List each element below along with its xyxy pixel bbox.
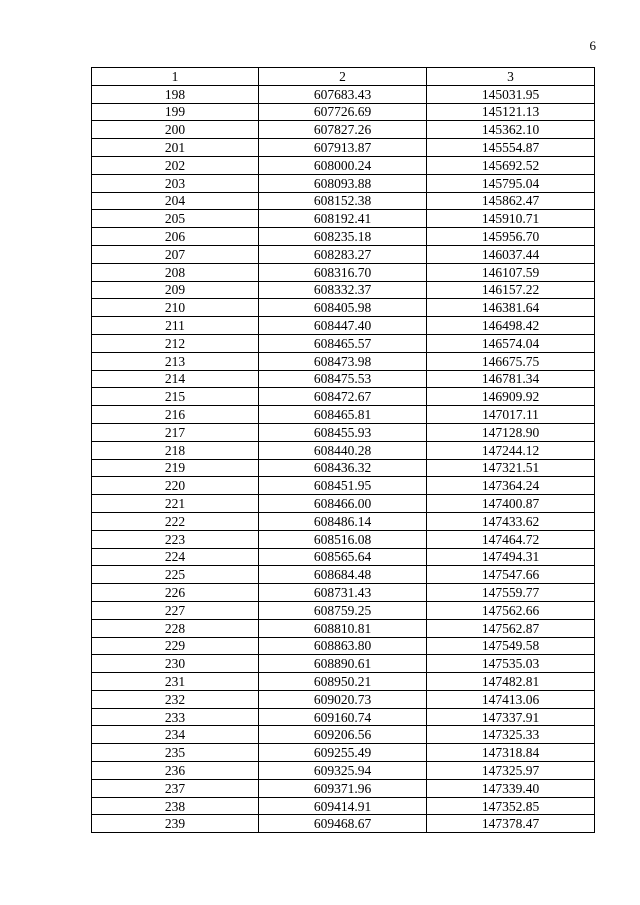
cell-x-coordinate: 609414.91 xyxy=(259,797,427,815)
cell-x-coordinate: 609325.94 xyxy=(259,762,427,780)
table-row xyxy=(92,139,595,157)
cell-y-coordinate: 147352.85 xyxy=(427,797,595,815)
table-row xyxy=(92,192,595,210)
table-row xyxy=(92,584,595,602)
table-row xyxy=(92,530,595,548)
table-row xyxy=(92,797,595,815)
cell-point-number: 201 xyxy=(92,139,259,157)
cell-point-number: 218 xyxy=(92,441,259,459)
cell-point-number: 228 xyxy=(92,619,259,637)
header-row xyxy=(92,68,595,86)
table-body xyxy=(92,85,595,832)
cell-point-number: 227 xyxy=(92,601,259,619)
cell-x-coordinate: 608436.32 xyxy=(259,459,427,477)
cell-y-coordinate: 146037.44 xyxy=(427,245,595,263)
cell-y-coordinate: 147547.66 xyxy=(427,566,595,584)
cell-x-coordinate: 607726.69 xyxy=(259,103,427,121)
table-row xyxy=(92,762,595,780)
cell-y-coordinate: 147535.03 xyxy=(427,655,595,673)
cell-y-coordinate: 147464.72 xyxy=(427,530,595,548)
cell-y-coordinate: 146157.22 xyxy=(427,281,595,299)
cell-x-coordinate: 608810.81 xyxy=(259,619,427,637)
cell-point-number: 206 xyxy=(92,228,259,246)
table-row xyxy=(92,370,595,388)
cell-x-coordinate: 608000.24 xyxy=(259,156,427,174)
column-header-2: 2 xyxy=(259,68,427,86)
cell-point-number: 222 xyxy=(92,512,259,530)
cell-point-number: 221 xyxy=(92,495,259,513)
cell-y-coordinate: 147325.33 xyxy=(427,726,595,744)
table-row xyxy=(92,388,595,406)
cell-y-coordinate: 147339.40 xyxy=(427,779,595,797)
cell-x-coordinate: 608516.08 xyxy=(259,530,427,548)
cell-y-coordinate: 147364.24 xyxy=(427,477,595,495)
cell-y-coordinate: 145862.47 xyxy=(427,192,595,210)
cell-point-number: 217 xyxy=(92,423,259,441)
cell-y-coordinate: 145910.71 xyxy=(427,210,595,228)
cell-point-number: 204 xyxy=(92,192,259,210)
table-row xyxy=(92,281,595,299)
cell-point-number: 200 xyxy=(92,121,259,139)
cell-x-coordinate: 608950.21 xyxy=(259,673,427,691)
cell-y-coordinate: 146675.75 xyxy=(427,352,595,370)
cell-y-coordinate: 147400.87 xyxy=(427,495,595,513)
cell-x-coordinate: 608405.98 xyxy=(259,299,427,317)
cell-point-number: 207 xyxy=(92,245,259,263)
cell-point-number: 230 xyxy=(92,655,259,673)
table-row xyxy=(92,352,595,370)
cell-point-number: 203 xyxy=(92,174,259,192)
cell-point-number: 216 xyxy=(92,406,259,424)
table-row xyxy=(92,299,595,317)
table-row xyxy=(92,85,595,103)
cell-x-coordinate: 608465.81 xyxy=(259,406,427,424)
cell-point-number: 198 xyxy=(92,85,259,103)
cell-point-number: 225 xyxy=(92,566,259,584)
cell-x-coordinate: 608152.38 xyxy=(259,192,427,210)
table-row xyxy=(92,263,595,281)
cell-x-coordinate: 609255.49 xyxy=(259,744,427,762)
cell-y-coordinate: 147562.66 xyxy=(427,601,595,619)
table-row xyxy=(92,619,595,637)
cell-point-number: 226 xyxy=(92,584,259,602)
cell-y-coordinate: 147549.58 xyxy=(427,637,595,655)
cell-point-number: 211 xyxy=(92,317,259,335)
coordinates-table xyxy=(91,67,595,833)
cell-y-coordinate: 146574.04 xyxy=(427,334,595,352)
cell-x-coordinate: 607913.87 xyxy=(259,139,427,157)
table-row xyxy=(92,477,595,495)
cell-point-number: 234 xyxy=(92,726,259,744)
table-row xyxy=(92,673,595,691)
cell-x-coordinate: 608890.61 xyxy=(259,655,427,673)
cell-x-coordinate: 608455.93 xyxy=(259,423,427,441)
table-row xyxy=(92,210,595,228)
cell-x-coordinate: 608472.67 xyxy=(259,388,427,406)
cell-point-number: 215 xyxy=(92,388,259,406)
cell-y-coordinate: 146498.42 xyxy=(427,317,595,335)
cell-x-coordinate: 608731.43 xyxy=(259,584,427,602)
cell-x-coordinate: 608684.48 xyxy=(259,566,427,584)
cell-y-coordinate: 145554.87 xyxy=(427,139,595,157)
cell-y-coordinate: 147482.81 xyxy=(427,673,595,691)
cell-x-coordinate: 608440.28 xyxy=(259,441,427,459)
cell-point-number: 202 xyxy=(92,156,259,174)
cell-point-number: 214 xyxy=(92,370,259,388)
table-row xyxy=(92,245,595,263)
cell-x-coordinate: 609020.73 xyxy=(259,690,427,708)
table-row xyxy=(92,441,595,459)
cell-point-number: 233 xyxy=(92,708,259,726)
cell-x-coordinate: 609160.74 xyxy=(259,708,427,726)
table-row xyxy=(92,815,595,833)
cell-y-coordinate: 145362.10 xyxy=(427,121,595,139)
cell-point-number: 219 xyxy=(92,459,259,477)
cell-y-coordinate: 146381.64 xyxy=(427,299,595,317)
cell-y-coordinate: 147559.77 xyxy=(427,584,595,602)
cell-point-number: 231 xyxy=(92,673,259,691)
cell-y-coordinate: 147321.51 xyxy=(427,459,595,477)
table-row xyxy=(92,228,595,246)
cell-point-number: 232 xyxy=(92,690,259,708)
cell-y-coordinate: 145121.13 xyxy=(427,103,595,121)
cell-y-coordinate: 147318.84 xyxy=(427,744,595,762)
cell-x-coordinate: 609206.56 xyxy=(259,726,427,744)
cell-y-coordinate: 147337.91 xyxy=(427,708,595,726)
cell-y-coordinate: 147562.87 xyxy=(427,619,595,637)
cell-point-number: 236 xyxy=(92,762,259,780)
cell-point-number: 205 xyxy=(92,210,259,228)
cell-x-coordinate: 608466.00 xyxy=(259,495,427,513)
cell-y-coordinate: 147413.06 xyxy=(427,690,595,708)
table-row xyxy=(92,744,595,762)
cell-y-coordinate: 147017.11 xyxy=(427,406,595,424)
table-row xyxy=(92,121,595,139)
cell-point-number: 212 xyxy=(92,334,259,352)
cell-y-coordinate: 147378.47 xyxy=(427,815,595,833)
cell-x-coordinate: 608235.18 xyxy=(259,228,427,246)
cell-point-number: 237 xyxy=(92,779,259,797)
cell-y-coordinate: 145795.04 xyxy=(427,174,595,192)
cell-y-coordinate: 147433.62 xyxy=(427,512,595,530)
cell-x-coordinate: 609468.67 xyxy=(259,815,427,833)
cell-y-coordinate: 147494.31 xyxy=(427,548,595,566)
cell-x-coordinate: 608192.41 xyxy=(259,210,427,228)
table-row xyxy=(92,512,595,530)
cell-x-coordinate: 608486.14 xyxy=(259,512,427,530)
table-row xyxy=(92,601,595,619)
table-row xyxy=(92,690,595,708)
cell-point-number: 239 xyxy=(92,815,259,833)
cell-point-number: 224 xyxy=(92,548,259,566)
cell-point-number: 208 xyxy=(92,263,259,281)
cell-x-coordinate: 608316.70 xyxy=(259,263,427,281)
cell-x-coordinate: 608332.37 xyxy=(259,281,427,299)
cell-x-coordinate: 608565.64 xyxy=(259,548,427,566)
cell-x-coordinate: 608473.98 xyxy=(259,352,427,370)
cell-x-coordinate: 608093.88 xyxy=(259,174,427,192)
column-header-1: 1 xyxy=(92,68,259,86)
cell-x-coordinate: 608465.57 xyxy=(259,334,427,352)
table-row xyxy=(92,655,595,673)
table-row xyxy=(92,779,595,797)
cell-point-number: 238 xyxy=(92,797,259,815)
table-row xyxy=(92,406,595,424)
table-row xyxy=(92,726,595,744)
cell-x-coordinate: 609371.96 xyxy=(259,779,427,797)
table-row xyxy=(92,637,595,655)
table-row xyxy=(92,495,595,513)
cell-y-coordinate: 147325.97 xyxy=(427,762,595,780)
table-row xyxy=(92,423,595,441)
cell-y-coordinate: 147244.12 xyxy=(427,441,595,459)
cell-y-coordinate: 146909.92 xyxy=(427,388,595,406)
cell-point-number: 235 xyxy=(92,744,259,762)
cell-point-number: 210 xyxy=(92,299,259,317)
cell-x-coordinate: 608759.25 xyxy=(259,601,427,619)
table-row xyxy=(92,548,595,566)
table-row xyxy=(92,103,595,121)
cell-point-number: 223 xyxy=(92,530,259,548)
cell-x-coordinate: 608283.27 xyxy=(259,245,427,263)
cell-point-number: 229 xyxy=(92,637,259,655)
cell-x-coordinate: 608447.40 xyxy=(259,317,427,335)
cell-y-coordinate: 145956.70 xyxy=(427,228,595,246)
cell-x-coordinate: 607683.43 xyxy=(259,85,427,103)
cell-x-coordinate: 608475.53 xyxy=(259,370,427,388)
cell-y-coordinate: 146107.59 xyxy=(427,263,595,281)
cell-x-coordinate: 608451.95 xyxy=(259,477,427,495)
table-row xyxy=(92,317,595,335)
cell-y-coordinate: 145031.95 xyxy=(427,85,595,103)
cell-point-number: 199 xyxy=(92,103,259,121)
table-row xyxy=(92,174,595,192)
cell-y-coordinate: 147128.90 xyxy=(427,423,595,441)
page-number: 6 xyxy=(589,38,596,53)
table-row xyxy=(92,566,595,584)
cell-x-coordinate: 608863.80 xyxy=(259,637,427,655)
table-row xyxy=(92,708,595,726)
cell-point-number: 220 xyxy=(92,477,259,495)
cell-x-coordinate: 607827.26 xyxy=(259,121,427,139)
table-header xyxy=(92,68,595,86)
table-row xyxy=(92,156,595,174)
cell-y-coordinate: 146781.34 xyxy=(427,370,595,388)
cell-y-coordinate: 145692.52 xyxy=(427,156,595,174)
cell-point-number: 209 xyxy=(92,281,259,299)
cell-point-number: 213 xyxy=(92,352,259,370)
table-row xyxy=(92,459,595,477)
table-row xyxy=(92,334,595,352)
column-header-3: 3 xyxy=(427,68,595,86)
